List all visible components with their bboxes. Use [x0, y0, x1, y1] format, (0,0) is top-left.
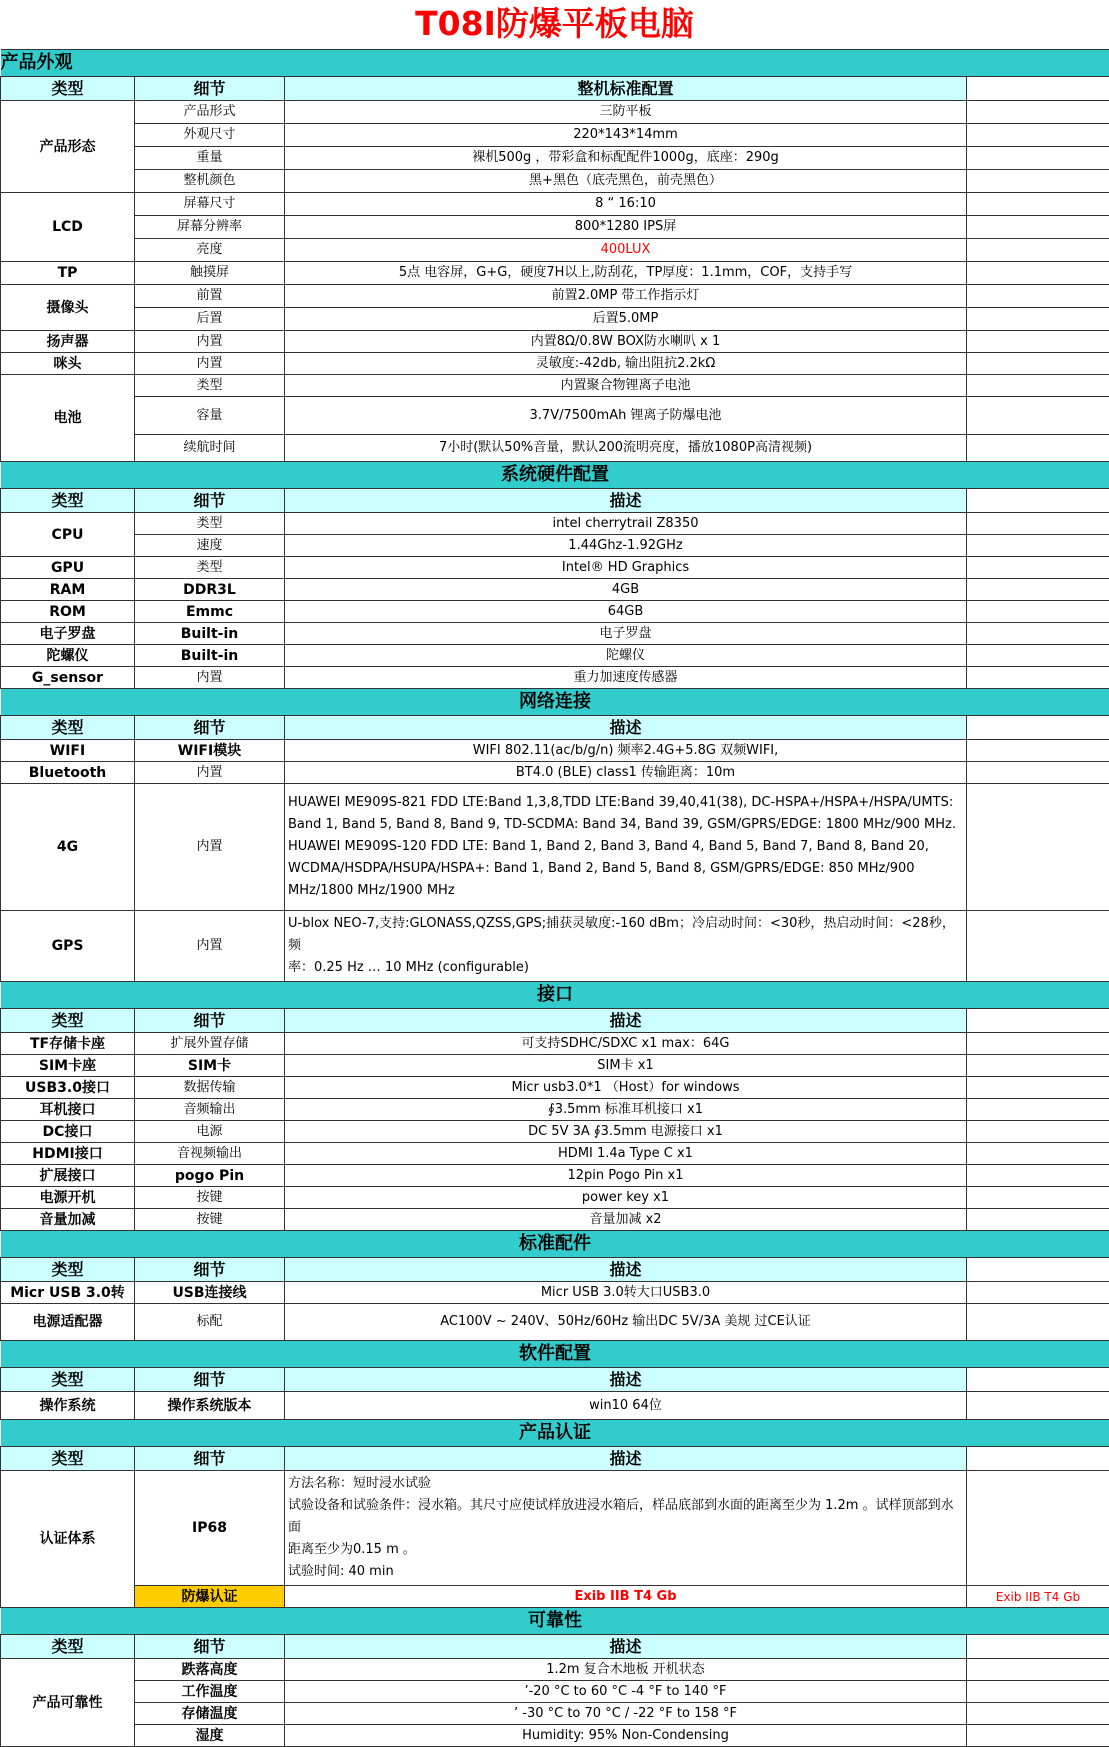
cat-hdmi: HDMI接口 [1, 1143, 135, 1165]
value-ex-cert: Exib IIB T4 Gb [285, 1586, 967, 1608]
blank [967, 375, 1109, 397]
blank [967, 623, 1109, 645]
detail-ex-cert: 防爆认证 [135, 1586, 285, 1608]
col-detail: 细节 [135, 1258, 285, 1282]
col-type: 类型 [1, 716, 135, 740]
value: 8 “ 16:10 [285, 193, 967, 216]
value: 800*1280 IPS屏 [285, 216, 967, 239]
header-row [1, 77, 1109, 101]
value: 陀螺仪 [285, 645, 967, 667]
value: ’-20 °C to 60 °C -4 °F to 140 °F [285, 1681, 967, 1703]
detail: 按键 [135, 1209, 285, 1231]
blank [967, 1143, 1109, 1165]
value: 1.2m 复合木地板 开机状态 [285, 1659, 967, 1681]
col-type: 类型 [1, 77, 135, 101]
cat-headphone: 耳机接口 [1, 1099, 135, 1121]
detail-ip68: IP68 [135, 1471, 285, 1586]
blank [967, 239, 1109, 262]
cat-battery: 电池 [1, 375, 135, 462]
col-detail: 细节 [135, 716, 285, 740]
detail: 整机颜色 [135, 170, 285, 193]
cat-volume: 音量加减 [1, 1209, 135, 1231]
blank [967, 579, 1109, 601]
col-detail: 细节 [135, 489, 285, 513]
detail: Built-in [135, 623, 285, 645]
value: DC 5V 3A ∮3.5mm 电源接口 x1 [285, 1121, 967, 1143]
value-brightness: 400LUX [285, 239, 967, 262]
col-blank [967, 716, 1109, 740]
line: 率：0.25 Hz … 10 MHz (configurable) [288, 957, 963, 979]
line: Band 1, Band 5, Band 8, Band 9, TD-SCDMA: Band 34, Band 39, GSM/GPRS/EDGE: 1800 MHz/900 MHz. [288, 814, 963, 836]
blank [967, 353, 1109, 375]
line: 试验时间: 40 min [288, 1561, 963, 1583]
blank [967, 1033, 1109, 1055]
cat-expansion: 扩展接口 [1, 1165, 135, 1187]
cat-mic: 咪头 [1, 353, 135, 375]
detail: 容量 [135, 397, 285, 435]
line: HUAWEI ME909S-120 FDD LTE: Band 1, Band 2, Band 3, Band 4, Band 5, Band 7, Band 8, Band 20, [288, 836, 963, 858]
detail: Built-in [135, 645, 285, 667]
extra-ex-cert: Exib IIB T4 Gb [967, 1586, 1109, 1608]
cat-cpu: CPU [1, 513, 135, 557]
detail: 操作系统版本 [135, 1392, 285, 1420]
detail: Emmc [135, 601, 285, 623]
detail: pogo Pin [135, 1165, 285, 1187]
value: 4GB [285, 579, 967, 601]
line: 距离至少为0.15 m 。 [288, 1539, 963, 1561]
blank [967, 1165, 1109, 1187]
blank [967, 667, 1109, 689]
blank [967, 513, 1109, 535]
detail: 速度 [135, 535, 285, 557]
cat-power: 电源开机 [1, 1187, 135, 1209]
blank [967, 170, 1109, 193]
cat-sim: SIM卡座 [1, 1055, 135, 1077]
blank [967, 1121, 1109, 1143]
value: Intel® HD Graphics [285, 557, 967, 579]
blank [967, 1703, 1109, 1725]
blank [967, 285, 1109, 308]
value-gps [285, 911, 967, 982]
blank [967, 331, 1109, 353]
value: 12pin Pogo Pin x1 [285, 1165, 967, 1187]
detail: 续航时间 [135, 435, 285, 462]
detail: 标配 [135, 1304, 285, 1341]
value: 三防平板 [285, 101, 967, 124]
cat-gps: GPS [1, 911, 135, 982]
cat-gpu: GPU [1, 557, 135, 579]
section-cert: 产品认证 [1, 1420, 1109, 1447]
col-blank [967, 1635, 1109, 1659]
blank [967, 1282, 1109, 1304]
value: ’ -30 °C to 70 °C / -22 °F to 158 °F [285, 1703, 967, 1725]
line: HUAWEI ME909S-821 FDD LTE:Band 1,3,8,TDD LTE:Band 39,40,41(38), DC-HSPA+/HSPA+/HSPA/UMTS: [288, 792, 963, 814]
cat-tp: TP [1, 262, 135, 285]
section-accessories: 标准配件 [1, 1231, 1109, 1258]
value: 音量加减 x2 [285, 1209, 967, 1231]
col-type: 类型 [1, 1368, 135, 1392]
blank [967, 435, 1109, 462]
col-blank [967, 1447, 1109, 1471]
col-type: 类型 [1, 1635, 135, 1659]
cat-rom: ROM [1, 601, 135, 623]
cat-speaker: 扬声器 [1, 331, 135, 353]
col-blank [967, 1368, 1109, 1392]
cat-lcd: LCD [1, 193, 135, 262]
col-desc: 描述 [285, 1447, 967, 1471]
col-detail: 细节 [135, 1009, 285, 1033]
detail: 重量 [135, 147, 285, 170]
detail: 外观尺寸 [135, 124, 285, 147]
value: 内置8Ω/0.8W BOX防水喇叭 x 1 [285, 331, 967, 353]
detail: 内置 [135, 784, 285, 911]
value-ip68 [285, 1471, 967, 1586]
cat-camera: 摄像头 [1, 285, 135, 331]
blank [967, 911, 1109, 982]
col-desc: 描述 [285, 1368, 967, 1392]
blank [967, 557, 1109, 579]
value: AC100V ~ 240V、50Hz/60Hz 输出DC 5V/3A 美规 过CE认证 [285, 1304, 967, 1341]
col-detail: 细节 [135, 1447, 285, 1471]
detail: 跌落高度 [135, 1659, 285, 1681]
value: 220*143*14mm [285, 124, 967, 147]
col-detail: 细节 [135, 1635, 285, 1659]
blank [967, 645, 1109, 667]
section-hardware: 系统硬件配置 [1, 462, 1109, 489]
detail: 内置 [135, 331, 285, 353]
value: 7小时(默认50%音量，默认200流明亮度，播放1080P高清视频) [285, 435, 967, 462]
cat-tf: TF存储卡座 [1, 1033, 135, 1055]
detail: 音频输出 [135, 1099, 285, 1121]
value: 内置聚合物锂离子电池 [285, 375, 967, 397]
cat-gsensor: G_sensor [1, 667, 135, 689]
cat-ram: RAM [1, 579, 135, 601]
detail: 扩展外置存储 [135, 1033, 285, 1055]
blank [967, 1304, 1109, 1341]
col-std-config: 整机标准配置 [285, 77, 967, 101]
col-blank [967, 1258, 1109, 1282]
section-reliability: 可靠性 [1, 1608, 1109, 1635]
col-type: 类型 [1, 1258, 135, 1282]
detail: 类型 [135, 557, 285, 579]
detail: 数据传输 [135, 1077, 285, 1099]
col-desc: 描述 [285, 1009, 967, 1033]
value: 灵敏度:-42db, 输出阻抗2.2kΩ [285, 353, 967, 375]
blank [967, 740, 1109, 762]
blank [967, 1055, 1109, 1077]
cat-cert: 认证体系 [1, 1471, 135, 1608]
col-blank [967, 77, 1109, 101]
blank [967, 1471, 1109, 1586]
detail: 产品形式 [135, 101, 285, 124]
blank [967, 216, 1109, 239]
value: SIM卡 x1 [285, 1055, 967, 1077]
blank [967, 1099, 1109, 1121]
value: 5点 电容屏，G+G，硬度7H以上,防刮花，TP厚度：1.1mm，COF，支持手写 [285, 262, 967, 285]
detail: 音视频输出 [135, 1143, 285, 1165]
value-4g [285, 784, 967, 911]
value: 64GB [285, 601, 967, 623]
section-software: 软件配置 [1, 1341, 1109, 1368]
value: 1.44Ghz-1.92GHz [285, 535, 967, 557]
col-detail: 细节 [135, 77, 285, 101]
detail: 屏幕分辨率 [135, 216, 285, 239]
detail: 电源 [135, 1121, 285, 1143]
value: ∮3.5mm 标准耳机接口 x1 [285, 1099, 967, 1121]
detail: 按键 [135, 1187, 285, 1209]
blank [967, 1659, 1109, 1681]
detail: 内置 [135, 353, 285, 375]
col-desc: 描述 [285, 1258, 967, 1282]
detail: 工作温度 [135, 1681, 285, 1703]
blank [967, 1077, 1109, 1099]
col-type: 类型 [1, 1447, 135, 1471]
blank [967, 1209, 1109, 1231]
value: 裸机500g ，带彩盒和标配配件1000g，底座：290g [285, 147, 967, 170]
blank [967, 101, 1109, 124]
value: win10 64位 [285, 1392, 967, 1420]
value: 可支持SDHC/SDXC x1 max：64G [285, 1033, 967, 1055]
section-appearance: 产品外观 [1, 50, 1109, 77]
value: intel cherrytrail Z8350 [285, 513, 967, 535]
cat-usb-cable: Micr USB 3.0转 [1, 1282, 135, 1304]
detail: WIFI模块 [135, 740, 285, 762]
cat-os: 操作系统 [1, 1392, 135, 1420]
col-blank [967, 1009, 1109, 1033]
value: Micr USB 3.0转大口USB3.0 [285, 1282, 967, 1304]
detail: 湿度 [135, 1725, 285, 1747]
col-desc: 描述 [285, 489, 967, 513]
detail: 触摸屏 [135, 262, 285, 285]
blank [967, 1392, 1109, 1420]
col-type: 类型 [1, 489, 135, 513]
detail: 屏幕尺寸 [135, 193, 285, 216]
cat-gyro: 陀螺仪 [1, 645, 135, 667]
value: 3.7V/7500mAh 锂离子防爆电池 [285, 397, 967, 435]
detail: 内置 [135, 911, 285, 982]
detail: SIM卡 [135, 1055, 285, 1077]
cat-compass: 电子罗盘 [1, 623, 135, 645]
detail: 亮度 [135, 239, 285, 262]
cat-4g: 4G [1, 784, 135, 911]
blank [967, 1187, 1109, 1209]
detail: 前置 [135, 285, 285, 308]
line: 方法名称：短时浸水试验 [288, 1473, 963, 1495]
line: 试验设备和试验条件：浸水箱。其尺寸应使试样放进浸水箱后，样品底部到水面的距离至少为 1.2m 。试样顶部到水面 [288, 1495, 963, 1539]
detail: USB连接线 [135, 1282, 285, 1304]
value: Humidity: 95% Non-Condensing [285, 1725, 967, 1747]
col-type: 类型 [1, 1009, 135, 1033]
blank [967, 1681, 1109, 1703]
blank [967, 147, 1109, 170]
value: power key x1 [285, 1187, 967, 1209]
page-title: T08I防爆平板电脑 [0, 0, 1109, 48]
blank [967, 193, 1109, 216]
detail: 类型 [135, 513, 285, 535]
value: HDMI 1.4a Type C x1 [285, 1143, 967, 1165]
spec-table [0, 49, 1109, 1747]
value: 黑+黑色（底壳黑色，前壳黑色） [285, 170, 967, 193]
blank [967, 308, 1109, 331]
section-interface: 接口 [1, 982, 1109, 1009]
detail: 内置 [135, 762, 285, 784]
value: 重力加速度传感器 [285, 667, 967, 689]
cat-adapter: 电源适配器 [1, 1304, 135, 1341]
blank [967, 784, 1109, 911]
detail: DDR3L [135, 579, 285, 601]
blank [967, 124, 1109, 147]
line: WCDMA/HSDPA/HSUPA/HSPA+: Band 1, Band 2, Band 5, Band 8, GSM/GPRS/EDGE: 850 MHz/900 [288, 858, 963, 880]
value: 前置2.0MP 带工作指示灯 [285, 285, 967, 308]
section-network: 网络连接 [1, 689, 1109, 716]
value: BT4.0 (BLE) class1 传输距离：10m [285, 762, 967, 784]
value: Micr usb3.0*1 （Host）for windows [285, 1077, 967, 1099]
cat-wifi: WIFI [1, 740, 135, 762]
cat-reliability: 产品可靠性 [1, 1659, 135, 1747]
col-desc: 描述 [285, 1635, 967, 1659]
blank [967, 397, 1109, 435]
col-blank [967, 489, 1109, 513]
detail: 后置 [135, 308, 285, 331]
blank [967, 262, 1109, 285]
detail: 类型 [135, 375, 285, 397]
value: 后置5.0MP [285, 308, 967, 331]
blank [967, 535, 1109, 557]
blank [967, 762, 1109, 784]
blank [967, 601, 1109, 623]
cat-usb: USB3.0接口 [1, 1077, 135, 1099]
cat-form: 产品形态 [1, 101, 135, 193]
col-detail: 细节 [135, 1368, 285, 1392]
value: WIFI 802.11(ac/b/g/n) 频率2.4G+5.8G 双频WIFI, [285, 740, 967, 762]
value: 电子罗盘 [285, 623, 967, 645]
cat-dc: DC接口 [1, 1121, 135, 1143]
cat-bluetooth: Bluetooth [1, 762, 135, 784]
blank [967, 1725, 1109, 1747]
line: MHz/1800 MHz/1900 MHz [288, 880, 963, 902]
detail: 内置 [135, 667, 285, 689]
line: U-blox NEO-7,支持:GLONASS,QZSS,GPS;捕获灵敏度:-160 dBm；冷启动时间：<30秒，热启动时间：<28秒，频 [288, 913, 963, 957]
detail: 存储温度 [135, 1703, 285, 1725]
col-desc: 描述 [285, 716, 967, 740]
